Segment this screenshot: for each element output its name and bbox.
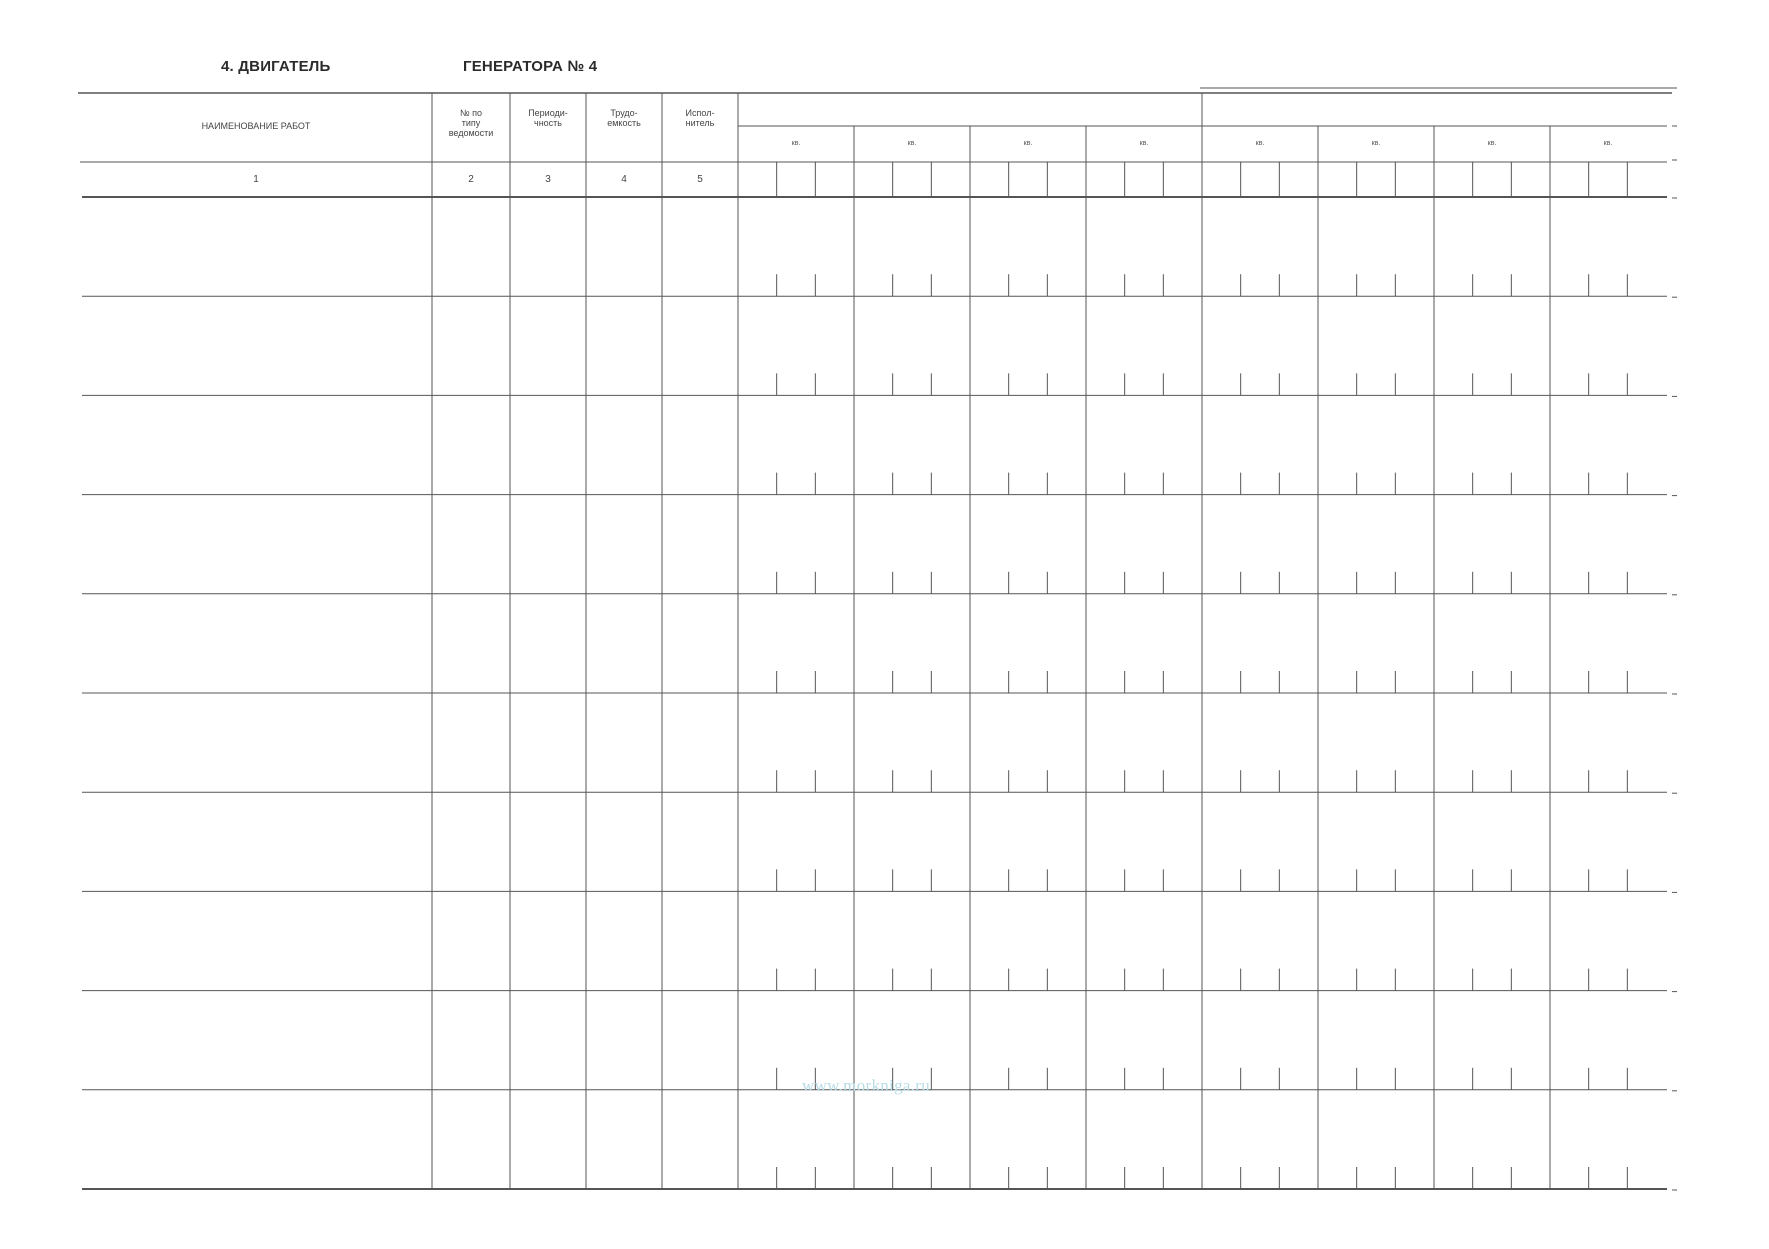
column-header-3: Периоди- чность bbox=[528, 108, 568, 128]
column-header-5: Испол- нитель bbox=[685, 108, 715, 128]
column-header-4: Трудо- емкость bbox=[607, 108, 641, 128]
quarter-label: кв. bbox=[1371, 140, 1381, 147]
quarter-label: кв. bbox=[1139, 140, 1149, 147]
column-header-2: № по типу ведомости bbox=[448, 108, 494, 138]
quarter-label: кв. bbox=[791, 140, 801, 147]
quarter-label: кв. bbox=[907, 140, 917, 147]
quarter-label: кв. bbox=[1023, 140, 1033, 147]
section-title: 4. ДВИГАТЕЛЬ bbox=[221, 58, 331, 75]
column-header-1: НАИМЕНОВАНИЕ РАБОТ bbox=[201, 121, 311, 131]
column-number-4: 4 bbox=[621, 174, 627, 185]
quarter-label: кв. bbox=[1603, 140, 1613, 147]
quarter-label: кв. bbox=[1487, 140, 1497, 147]
column-number-1: 1 bbox=[253, 174, 259, 185]
column-number-3: 3 bbox=[545, 174, 551, 185]
watermark: www.morkniga.ru bbox=[802, 1076, 931, 1095]
subject-title: ГЕНЕРАТОРА № 4 bbox=[463, 58, 598, 75]
column-number-2: 2 bbox=[468, 174, 474, 185]
column-number-5: 5 bbox=[697, 174, 703, 185]
quarter-label: кв. bbox=[1255, 140, 1265, 147]
